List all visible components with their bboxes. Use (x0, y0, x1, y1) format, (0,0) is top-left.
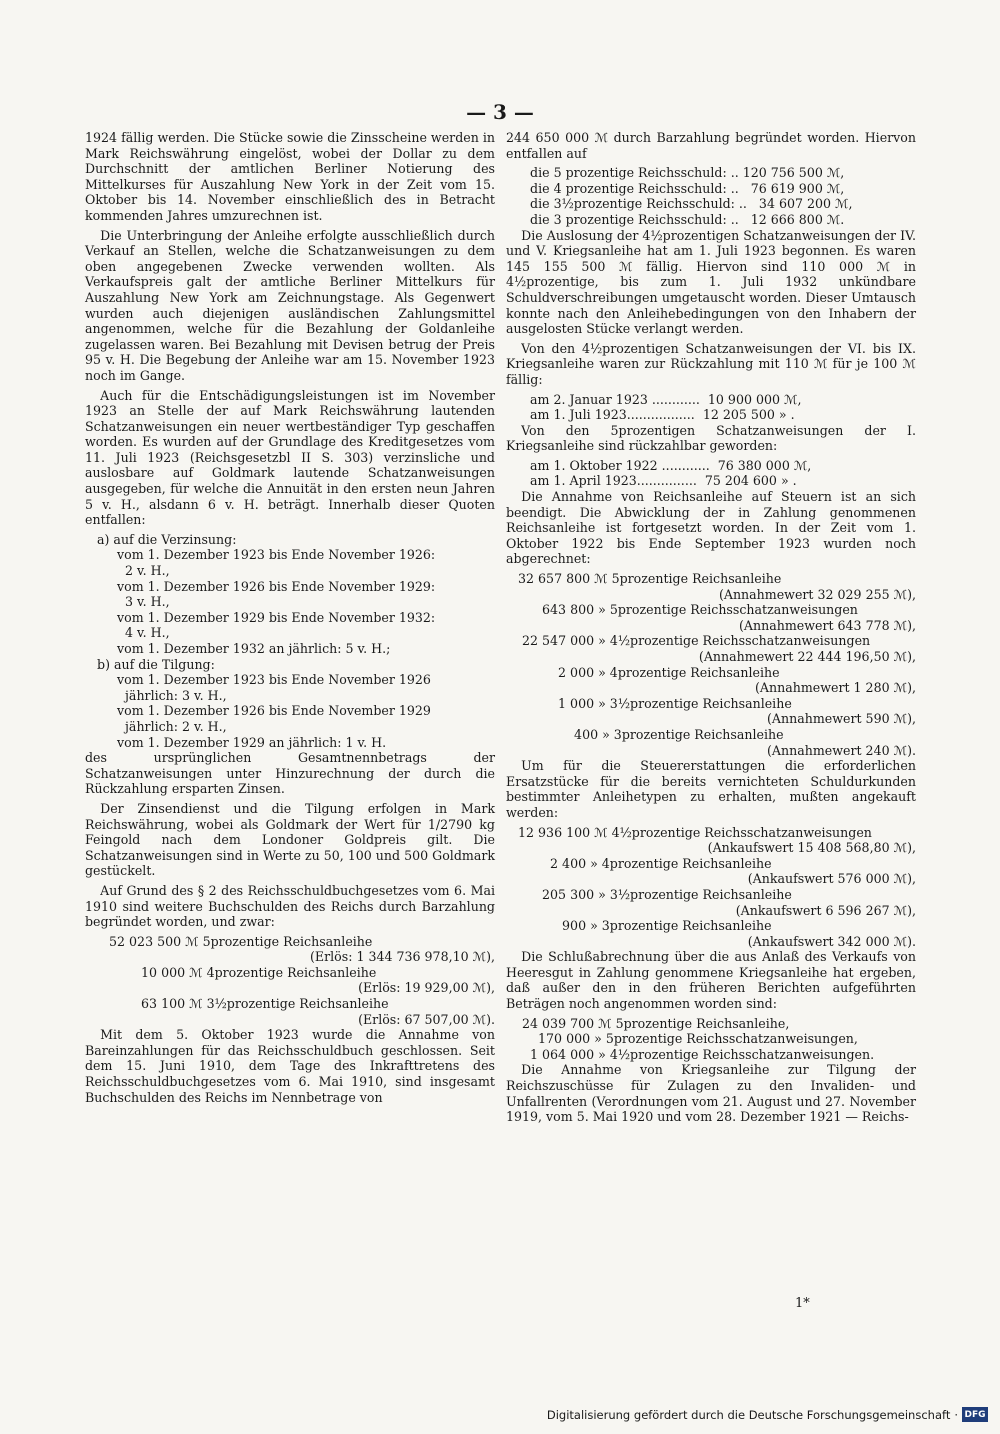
value-line: (Erlös: 19 929,00 ℳ), (358, 980, 495, 996)
list-entry: am 2. Januar 1923 ............ 10 900 000 ℳ, am 1. Juli 1923................. 12 205 500 » . (530, 391, 802, 423)
list-entry: vom 1. Dezember 1923 bis Ende November 1926 jährlich: 3 v. H., (117, 672, 431, 703)
list-entry: 400 » 3prozentige Reichsanleihe (506, 726, 784, 742)
paragraph: Der Zinsendienst und die Tilgung erfolgen in Mark Reichswährung, wobei als Goldmark der Wert für 1/2790 kg Feingold nach dem Londoner Goldpreis gilt. Die Schatzanweisungen sind in Werte zu 50, 100 und 500 Goldmark gestückelt. (85, 800, 495, 879)
list-entry: 24 039 700 ℳ 5prozentige Reichsanleihe, 170 000 » 5prozentige Reichsschatzanweisungen, 1 064 000 » 4½prozentige Reichsschatzanweisungen. (522, 1015, 875, 1062)
page-number: — 3 — (466, 100, 534, 124)
value-line: (Annahmewert 590 ℳ), (767, 711, 916, 727)
list-entry: 12 936 100 ℳ 4½prozentige Reichsschatzanweisungen (506, 824, 872, 840)
paragraph: Die Schlußabrechnung über die aus Anlaß des Verkaufs von Heeresgut in Zahlung genommene Kriegsanleihe hat ergeben, daß außer den in den früheren Berichten aufgeführten Beträgen noch angenommen worden sind: (506, 949, 916, 1012)
paragraph: Um für die Steuererstattungen die erforderlichen Ersatzstücke für die bereits vernichteten Schuldurkunden bestimmter Anleihetypen zu erhalten, mußten angekauft werden: (506, 758, 916, 820)
list-entry: 32 657 800 ℳ 5prozentige Reichsanleihe (506, 571, 782, 587)
list-entry: vom 1. Dezember 1926 bis Ende November 1929 jährlich: 2 v. H., (117, 703, 431, 734)
value-line: (Ankaufswert 6 596 267 ℳ), (735, 902, 916, 918)
list-entry: vom 1. Dezember 1926 bis Ende November 1929: 3 v. H., (117, 578, 436, 610)
list-entry: 2 400 » 4prozentige Reichsanleihe (506, 855, 772, 871)
digitization-footer (547, 1407, 988, 1422)
list-entry: vom 1. Dezember 1932 an jährlich: 5 v. H.; (85, 641, 391, 656)
value-line: (Annahmewert 32 029 255 ℳ), (718, 586, 916, 602)
footer-text: Digitalisierung gefördert durch die Deutsche Forschungsgemeinschaft (546, 1407, 951, 1422)
list-entry: 900 » 3prozentige Reichsanleihe (506, 918, 772, 934)
list-entry: a) auf die Verzinsung: (85, 531, 237, 547)
list-entry: 52 023 500 ℳ 5prozentige Reichsanleihe (85, 933, 373, 949)
paragraph: Mit dem 5. Oktober 1923 wurde die Annahme von Bareinzahlungen für das Reichsschuldbuch geschlossen. Seit dem 15. Juni 1910, dem Tage des Inkrafttretens des Reichsschuldbuchgesetzes vom 6. Mai 1910, sind insgesamt Buchschulden des Reichs im Nennbetrage von (85, 1027, 495, 1105)
dfg-logo-icon: DFG (962, 1407, 988, 1422)
paragraph: Die Annahme von Kriegsanleihe zur Tilgung der Reichszuschüsse für Zulagen zu den Invaliden- und Unfallrenten (Verordnungen vom 21. August und 27. November 1919, vom 5. Mai 1920 und vom 28. Dezember 1921 — Reichs- (506, 1062, 916, 1125)
list-entry: 22 547 000 » 4½prozentige Reichsschatzanweisungen (506, 633, 871, 649)
paragraph: Auch für die Entschädigungsleistungen ist im November 1923 an Stelle der auf Mark Reichswährung lautenden Schatzanweisungen ein neuer wertbeständiger Typ geschaffen worden. Es wurden auf der Grundlage des Kreditgesetzes vom 11. Juli 1923 (Reichsgesetzbl II S. 303) verzinsliche und auslosbare auf Goldmark lautende Schatzanweisungen ausgegeben, für welche die Annuität in den ersten neun Jahren 5 v. H., alsdann 6 v. H. beträgt. Innerhalb dieser Quoten entfallen: (85, 387, 495, 528)
value-line: (Annahmewert 22 444 196,50 ℳ), (698, 649, 916, 664)
signature-mark: 1* (795, 1296, 810, 1311)
list-entry: vom 1. Dezember 1923 bis Ende November 1926: 2 v. H., (117, 547, 436, 579)
paragraph: Von den 4½prozentigen Schatzanweisungen der VI. bis IX. Kriegsanleihe waren zur Rückzahlung mit 110 ℳ für je 100 ℳ fällig: (506, 340, 916, 387)
list-entry: 10 000 ℳ 4prozentige Reichsanleihe (85, 964, 377, 980)
value-line: (Ankaufswert 576 000 ℳ), (747, 871, 916, 887)
paragraph: Die Annahme von Reichsanleihe auf Steuern ist an sich beendigt. Die Abwicklung der in Zahlung genommenen Reichsanleihe ist fortgesetzt worden. In der Zeit vom 1. Oktober 1922 bis Ende September 1923 wurden noch abgerechnet: (506, 489, 916, 567)
paragraph: Die Unterbringung der Anleihe erfolgte ausschließlich durch Verkauf an Stellen, welche die Schatzanweisungen zu dem oben angegebenen Zwecke verwenden wollten. Als Verkaufspreis galt der amtliche Berliner Mittelkurs für Auszahlung New York am Zeichnungstage. Als Gegenwert wurden auch diejenigen ausländischen Zahlungsmittel angenommen, welche für die Bezahlung der Goldanleihe zugelassen waren. Bei Bezahlung mit Devisen betrug der Preis 95 v. H. Die Begebung der Anleihe war am 15. November 1923 noch im Gange. (85, 227, 495, 383)
list-entry: die 5 prozentige Reichsschuld: .. 120 756 500 ℳ, die 4 prozentige Reichsschuld: .. 76 619 900 ℳ, die 3½prozentige Reichsschuld: .. 34 607 200 ℳ, die 3 prozentige Reichsschuld: .. 12 666 800 ℳ. (530, 165, 853, 227)
list-entry: 2 000 » 4prozentige Reichsanleihe (506, 664, 780, 680)
list-entry: 643 800 » 5prozentige Reichsschatzanweisungen (506, 602, 858, 618)
list-entry: am 1. Oktober 1922 ............ 76 380 000 ℳ, am 1. April 1923............... 75 204 600 » . (530, 457, 812, 489)
paragraph: 244 650 000 ℳ durch Barzahlung begründet worden. Hiervon entfallen auf (506, 130, 916, 161)
list-entry: vom 1. Dezember 1929 an jährlich: 1 v. H. (85, 734, 387, 750)
paragraph: 1924 fällig werden. Die Stücke sowie die Zinsscheine werden in Mark Reichswährung eingelöst, wobei der Dollar zu dem Durchschnitt der amtlichen Berliner Notierung des Mittelkurses für Auszahlung New York in der Zeit vom 15. Oktober bis 14. November einschließlich des in Betracht kommenden Jahres umzurechnen ist. (85, 130, 495, 223)
value-line: (Erlös: 67 507,00 ℳ). (358, 1011, 495, 1027)
value-line: (Annahmewert 240 ℳ). (767, 742, 916, 758)
value-line: (Annahmewert 643 778 ℳ), (738, 617, 916, 633)
value-line: (Erlös: 1 344 736 978,10 ℳ), (310, 949, 495, 965)
paragraph: Die Auslosung der 4½prozentigen Schatzanweisungen der IV. und V. Kriegsanleihe hat am 1. Juli 1923 begonnen. Es waren 145 155 500 ℳ fällig. Hiervon sind 110 000 ℳ in 4½prozentige, bis zum 1. Juli 1932 unkündbare Schuldverschreibungen umgetauscht worden. Dieser Umtausch konnte nach den Anleihebedingungen von den Inhabern der ausgelosten Stücke verlangt werden. (506, 227, 916, 337)
footer-separator: · (954, 1407, 958, 1422)
right-column (506, 130, 916, 1129)
list-entry: 205 300 » 3½prozentige Reichsanleihe (506, 886, 792, 902)
list-entry: b) auf die Tilgung: (85, 656, 215, 672)
list-entry: 1 000 » 3½prozentige Reichsanleihe (506, 695, 792, 711)
left-column (85, 130, 495, 1109)
paragraph: Von den 5prozentigen Schatzanweisungen der I. Kriegsanleihe sind rückzahlbar geworden: (506, 422, 916, 454)
paragraph: des ursprünglichen Gesamtnennbetrags der Schatzanweisungen unter Hinzurechnung der durch die Rückzahlung ersparten Zinsen. (85, 750, 495, 797)
value-line: (Ankaufswert 15 408 568,80 ℳ), (707, 840, 916, 856)
value-line: (Annahmewert 1 280 ℳ), (754, 680, 916, 696)
value-line: (Ankaufswert 342 000 ℳ). (747, 933, 916, 949)
paragraph: Auf Grund des § 2 des Reichsschuldbuchgesetzes vom 6. Mai 1910 sind weitere Buchschulden des Reichs durch Barzahlung begründet worden, und zwar: (85, 882, 495, 930)
list-entry: 63 100 ℳ 3½prozentige Reichsanleihe (85, 996, 389, 1012)
list-entry: vom 1. Dezember 1929 bis Ende November 1932: 4 v. H., (117, 609, 436, 641)
